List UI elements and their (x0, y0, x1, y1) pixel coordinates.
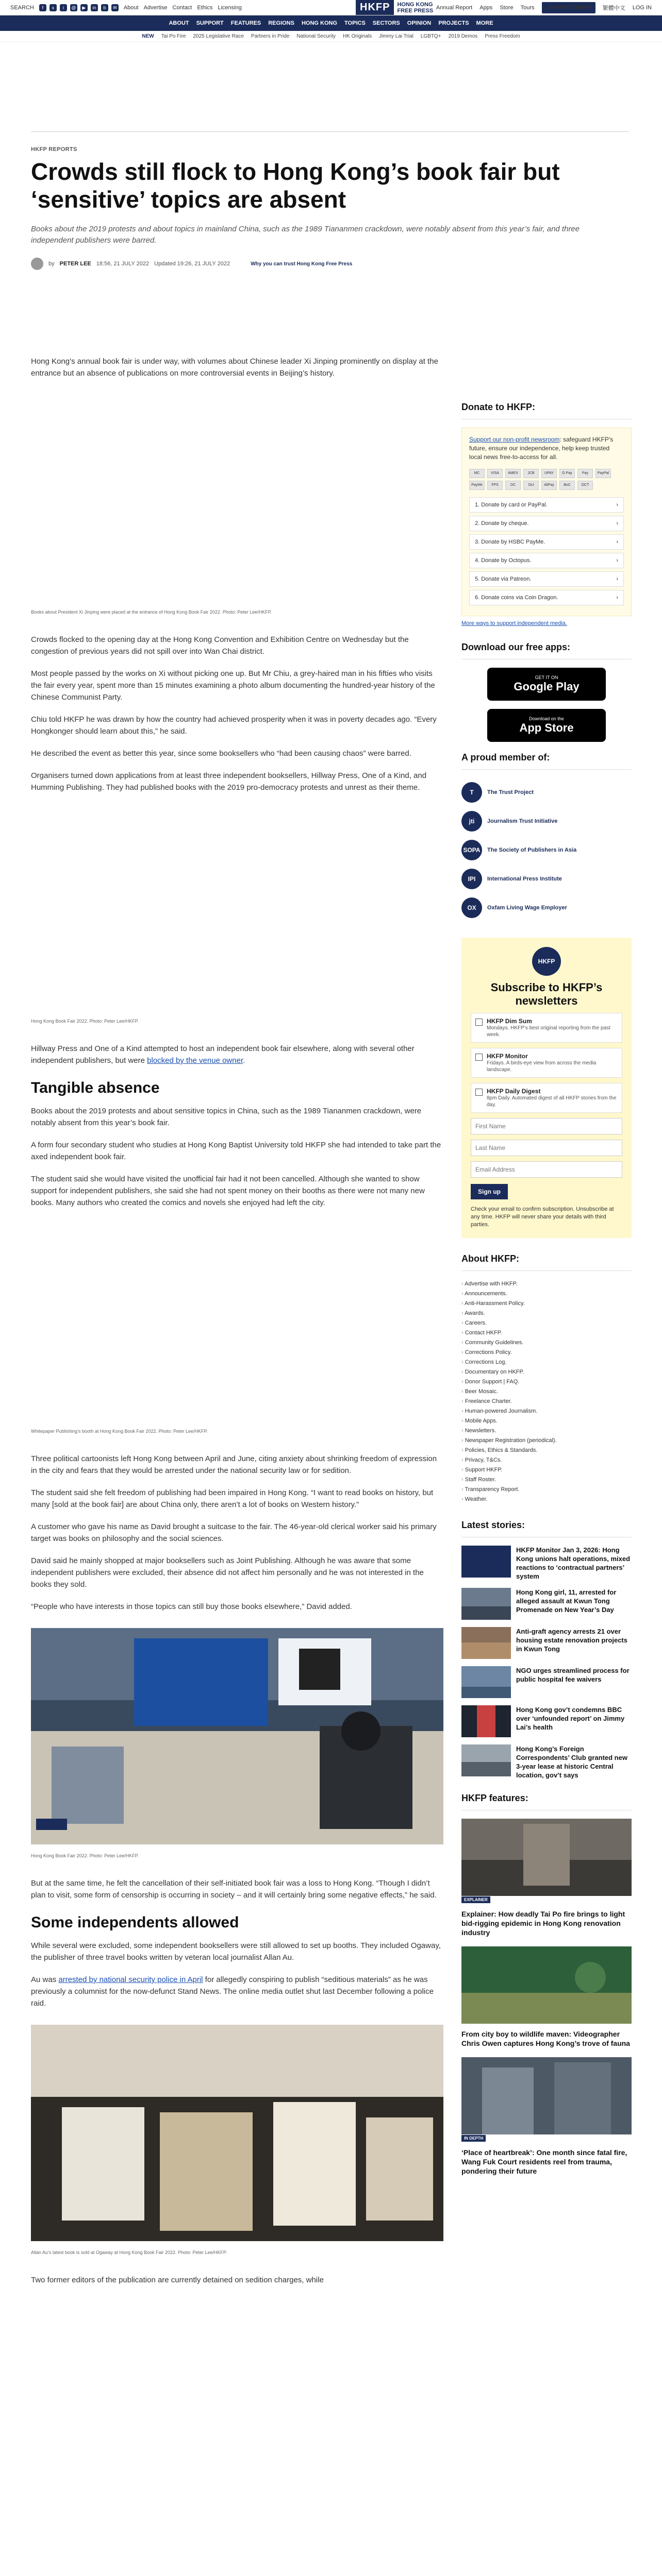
blocked-venue-link[interactable]: blocked by the venue owner (147, 1056, 243, 1065)
chevron-right-icon: › (616, 557, 618, 564)
paragraph: Three political cartoonists left Hong Kong between April and June, citing anxiety about shrinking freedom of expression in the city and fears that they would be arrested under the national security law or for sedition. (31, 1454, 437, 1475)
first-name-input[interactable] (471, 1118, 622, 1134)
story-thumbnail (461, 1666, 511, 1698)
mainnav-sectors[interactable]: SECTORS (372, 20, 400, 26)
payment-diners-icon: DC (505, 481, 521, 490)
about-link[interactable]: › Staff Roster. (461, 1475, 632, 1485)
main-nav (0, 15, 662, 31)
payment-octopus-icon: OCT (577, 481, 593, 490)
newsletter-name: HKFP Daily Digest (487, 1088, 541, 1095)
app-store-small: Download on the (529, 716, 564, 721)
about-link[interactable]: › Corrections Log. (461, 1358, 632, 1367)
ticker-item[interactable]: 2019 Demos (448, 33, 478, 39)
about-link[interactable]: › Beer Mosaic. (461, 1387, 632, 1397)
latest-story[interactable] (461, 1744, 632, 1780)
byline (31, 258, 629, 270)
section-heading: Tangible absence (31, 1079, 160, 1096)
nav-apps[interactable]: Apps (479, 4, 493, 11)
paragraph: But at the same time, he felt the cancellation of their self-initiated book fair was a loss to Hong Kong. “Though I didn’t plan to visit, some form of censorship is occurring in society – and it will certainly bring some negative effects,” he said. (31, 1879, 437, 1900)
sidebar (461, 402, 632, 2185)
mail-icon[interactable]: ✉ (111, 4, 119, 11)
logo-line-2: FREE PRESS (397, 7, 434, 14)
payment-alipay-icon: AliPay (541, 481, 557, 490)
apps-title: Download our free apps: (461, 642, 632, 659)
donate-box (461, 428, 632, 616)
paragraph: Chiu told HKFP he was drawn by how the country had achieved prosperity when it was in poverty decades ago. “Every Hongkonger should learn about this,” he said. (31, 715, 437, 736)
author-name[interactable]: PETER LEE (59, 261, 91, 267)
jti-icon: jti (461, 811, 482, 832)
utility-bar (0, 0, 662, 15)
member-label: The Trust Project (487, 789, 534, 795)
mainnav-support[interactable]: SUPPORT (196, 20, 224, 26)
checkbox[interactable] (475, 1019, 483, 1026)
article-title: Crowds still flock to Hong Kong’s book fair but ‘sensitive’ topics are absent (31, 158, 560, 213)
byline-by: by (48, 261, 55, 267)
donate-option[interactable] (469, 516, 624, 531)
paragraph: The student said she would have visited the unofficial fair had it not been cancelled. Although she wanted to show support for independent publishers, she said she had not spent money on their booths as there were not many new books. Many authors who created the comics and novels she enjoyed had left the city. (31, 1175, 425, 1207)
donate-option-label: 1. Donate by card or PayPal. (475, 502, 548, 508)
paragraph: A customer who gave his name as David brought a suitcase to the fair. The 46-year-old clerical worker said his primary target was books on philosophy and the social sciences. (31, 1522, 437, 1543)
facebook-icon[interactable]: f (39, 4, 46, 11)
nav-annual-report[interactable]: Annual Report (436, 4, 473, 11)
about-link[interactable]: › Anti-Harassment Policy. (461, 1299, 632, 1309)
donate-option[interactable] (469, 553, 624, 568)
text-run: Hillway Press and One of a Kind attempted to host an independent book fair elsewhere, along with several other independent publishers, but were (31, 1044, 415, 1065)
payment-visa-icon: VISA (487, 469, 503, 478)
member-label: International Press Institute (487, 876, 562, 882)
feature-image (461, 2057, 632, 2134)
article-body (31, 355, 443, 2296)
photo-allan-au-book (31, 2025, 443, 2241)
support-button[interactable]: SUPPORT HKFP (542, 2, 595, 13)
mainnav-hong-kong[interactable]: HONG KONG (301, 20, 338, 26)
mainnav-about[interactable]: ABOUT (169, 20, 189, 26)
newsletter-title: Subscribe to HKFP’s newsletters (490, 981, 603, 1007)
newsletter-option-text (487, 1053, 618, 1073)
donate-option-label: 2. Donate by cheque. (475, 520, 529, 527)
member-sopa[interactable] (461, 836, 632, 865)
x-icon[interactable]: x (49, 4, 57, 11)
member-label: Oxfam Living Wage Employer (487, 905, 567, 911)
about-link[interactable]: › Contact HKFP. (461, 1328, 632, 1338)
about-link[interactable]: › Awards. (461, 1309, 632, 1318)
paragraph: The student said she felt freedom of publishing had been impaired in Hong Kong. “I want to read books on history, but many [sold at the book fair] are about China only, there aren’t a lot of books on Western history.” (31, 1488, 434, 1509)
donate-title: Donate to HKFP: (461, 402, 632, 419)
paragraph: Most people passed by the works on Xi without picking one up. But Mr Chiu, a grey-haired man in his fifties who visits the fair every year, spent more than 15 minutes examining a photo album documenting the hundred-year history of the Chinese Communist Party. (31, 669, 435, 702)
nav-contact[interactable]: Contact (172, 4, 192, 11)
section-heading: Some independents allowed (31, 1914, 239, 1931)
feature-story[interactable] (461, 1946, 632, 2048)
ticker-item[interactable]: 2025 Legislative Race (193, 33, 244, 39)
updated-date: Updated 19:26, 21 JULY 2022 (154, 261, 230, 267)
ticker-item[interactable]: Press Freedom (485, 33, 520, 39)
nav-licensing[interactable]: Licensing (218, 4, 242, 11)
donate-option-label: 3. Donate by HSBC PayMe. (475, 539, 545, 545)
text-run: for allegedly conspiring to publish “seditious materials” as he was previously a columnist for the now-defunct Stand News. The online media outlet shut last December following a police raid. (31, 1975, 434, 2008)
newsletter-option-text (487, 1088, 618, 1108)
article-kicker[interactable]: HKFP REPORTS (31, 146, 77, 152)
youtube-icon[interactable]: ▶ (80, 4, 88, 11)
arrest-link[interactable]: arrested by national security police in April (58, 1975, 203, 1984)
ticker-new-label: NEW (142, 33, 154, 39)
story-thumbnail (461, 1744, 511, 1776)
story-headline: HKFP Monitor Jan 3, 2026: Hong Kong unions halt operations, mixed reactions to ‘contractual partners’ system (516, 1546, 631, 1580)
newsletter-option[interactable] (471, 1083, 622, 1113)
about-link[interactable]: › Community Guidelines. (461, 1338, 632, 1348)
latest-story[interactable] (461, 1705, 632, 1737)
site-logo[interactable] (356, 0, 433, 15)
about-link[interactable]: › Transparency Report. (461, 1485, 632, 1495)
payment-amex-icon: AMEX (505, 469, 521, 478)
feature-tag: EXPLAINER (461, 1896, 490, 1903)
paragraph: Crowds flocked to the opening day at the Hong Kong Convention and Exhibition Centre on Wednesday but the congestion of previous years did not spill over into Wan Chai district. (31, 635, 409, 656)
features-title: HKFP features: (461, 1793, 632, 1810)
payment-unionpay-icon: UPAY (541, 469, 557, 478)
about-link[interactable]: › Announcements. (461, 1289, 632, 1299)
newsletter-option[interactable] (471, 1048, 622, 1078)
ipi-icon: IPI (461, 869, 482, 889)
payment-fps-icon: FPS (487, 481, 503, 490)
ticker-item[interactable]: Jimmy Lai Trial (379, 33, 413, 39)
about-link[interactable]: › Weather. (461, 1495, 632, 1504)
about-link[interactable]: › Advertise with HKFP. (461, 1279, 632, 1289)
story-headline: Hong Kong’s Foreign Correspondents’ Club granted new 3-year lease at historic Central location, gov’t says (516, 1745, 627, 1779)
mainnav-projects[interactable]: PROJECTS (438, 20, 469, 26)
payment-applepay-icon: Pay (577, 469, 593, 478)
donate-option-label: 5. Donate via Patreon. (475, 576, 532, 582)
checkbox[interactable] (475, 1054, 483, 1061)
paragraph: Books about the 2019 protests and about sensitive topics in China, such as the 1989 Tiananmen crackdown, were notably absent from this year’s book fair. (31, 1107, 422, 1127)
text-run: Au was (31, 1975, 59, 1984)
latest-story[interactable] (461, 1588, 632, 1620)
member-label: The Society of Publishers in Asia (487, 847, 577, 853)
mainnav-topics[interactable]: TOPICS (344, 20, 366, 26)
nav-tours[interactable]: Tours (520, 4, 535, 11)
newsletter-desc: Mondays. HKFP’s best original reporting from the past week. (487, 1025, 610, 1038)
newsletter-note: Check your email to confirm subscription. Unsubscribe at any time. HKFP will never share your details with third parties. (471, 1206, 614, 1228)
donate-lead-text: : safeguard HKFP’s future, ensure our independence, help keep trusted local news free-to-access for all. (469, 436, 614, 461)
about-link[interactable]: › Human-powered Journalism. (461, 1406, 632, 1416)
story-headline: NGO urges streamlined process for public hospital fee waivers (516, 1667, 630, 1683)
instagram-icon[interactable]: i (60, 4, 67, 11)
article-subtitle: Books about the 2019 protests and about topics in mainland China, such as the 1989 Tiananmen crackdown, were notably absent from this year’s fair, and three independent publishers were barred. (31, 225, 580, 245)
logo-mark: HKFP (356, 0, 394, 15)
social-icons (39, 4, 119, 11)
donate-lead-link[interactable]: Support our non-profit newsroom (469, 436, 560, 443)
mainnav-more[interactable]: MORE (476, 20, 493, 26)
photo-whitepaper-booth (31, 1224, 443, 1420)
mainnav-opinion[interactable]: OPINION (407, 20, 432, 26)
donate-option[interactable] (469, 534, 624, 550)
donate-option-label: 6. Donate coins via Coin Dragon. (475, 595, 558, 601)
photo-book-shoppers (31, 1628, 443, 1844)
payment-mastercard-icon: MC (469, 469, 485, 478)
member-title: A proud member of: (461, 752, 632, 770)
bluesky-icon[interactable]: b (101, 4, 108, 11)
member-ipi[interactable] (461, 865, 632, 893)
about-link[interactable]: › Corrections Policy. (461, 1348, 632, 1358)
story-thumbnail (461, 1588, 511, 1620)
newsletter-option[interactable] (471, 1013, 622, 1043)
nav-ethics[interactable]: Ethics (197, 4, 213, 11)
latest-story[interactable] (461, 1627, 632, 1659)
about-link[interactable]: › Documentary on HKFP. (461, 1367, 632, 1377)
logo-line-1: HONG KONG (397, 1, 433, 8)
photo-caption: Books about President Xi Jinping were placed at the entrance of Hong Kong Book Fair 2022. Photo: Peter Lee/HKFP. (31, 609, 272, 615)
member-oxfam[interactable] (461, 893, 632, 922)
member-jti[interactable] (461, 807, 632, 836)
newsletter-box (461, 938, 632, 1238)
nav-about[interactable]: About (123, 4, 139, 11)
paragraph: Organisers turned down applications from at least three independent booksellers, Hillway Press, One of a Kind, and Humming Publishing. They had published books with the 2019 pro-democracy protests and unrest as their theme. (31, 771, 427, 792)
about-list (461, 1279, 632, 1504)
about-title: About HKFP: (461, 1253, 632, 1271)
sopa-icon: SOPA (461, 840, 482, 860)
payment-jcb-icon: JCB (523, 469, 539, 478)
story-thumbnail (461, 1705, 511, 1737)
google-play-label: Google Play (514, 680, 580, 693)
latest-title: Latest stories: (461, 1520, 632, 1537)
google-play-badge[interactable] (487, 668, 606, 701)
ticker-item[interactable]: Partners in Pride (251, 33, 290, 39)
photo-caption: Allan Au’s latest book is sold at Ogaway at Hong Kong Book Fair 2022. Photo: Peter Lee/HKFP. (31, 2250, 227, 2255)
payment-paypal-icon: PayPal (595, 469, 611, 478)
language-link[interactable]: 繁體中文 (602, 5, 625, 11)
feature-story[interactable] (461, 2057, 632, 2176)
newsletter-logo-icon: HKFP (532, 947, 561, 976)
utility-right (436, 2, 652, 13)
paragraph (31, 1974, 443, 2009)
about-link[interactable]: › Support HKFP. (461, 1465, 632, 1475)
header-divider (31, 131, 629, 132)
chevron-right-icon: › (616, 539, 618, 545)
paragraph: Two former editors of the publication are currently detained on sedition charges, while (31, 2276, 324, 2284)
google-play-small: GET IT ON (535, 675, 558, 680)
trust-project-icon: T (461, 782, 482, 803)
nav-store[interactable]: Store (500, 4, 514, 11)
story-headline: Hong Kong gov’t condemns BBC over ‘unfounded report’ on Jimmy Lai’s health (516, 1706, 625, 1731)
photo-caption: Hong Kong Book Fair 2022. Photo: Peter Lee/HKFP. (31, 1019, 139, 1024)
donate-option[interactable] (469, 590, 624, 605)
newsletter-name: HKFP Monitor (487, 1053, 528, 1060)
photo-book-fair (31, 809, 443, 1010)
paragraph: He described the event as better this year, since some booksellers who “had been causing chaos” were barred. (31, 749, 411, 758)
ticker-item[interactable]: LGBTQ+ (420, 33, 441, 39)
article-header (31, 131, 629, 270)
mainnav-regions[interactable]: REGIONS (268, 20, 294, 26)
paragraph: Hong Kong’s annual book fair is under way, with volumes about Chinese leader Xi Jinping prominently on display at the entrance but an absence of publications on more controversial events in Beijing’s history. (31, 357, 438, 378)
member-trust-project[interactable] (461, 778, 632, 807)
nav-advertise[interactable]: Advertise (143, 4, 168, 11)
about-link[interactable]: › Freelance Charter. (461, 1397, 632, 1406)
feature-headline: Explainer: How deadly Tai Po fire brings to light bid-rigging epidemic in Hong Kong renovation industry (461, 1910, 625, 1937)
chevron-right-icon: › (616, 520, 618, 527)
payment-googlepay-icon: G Pay (559, 469, 575, 478)
publish-date: 18:56, 21 JULY 2022 (96, 261, 150, 267)
latest-story[interactable] (461, 1546, 632, 1581)
feature-image (461, 1946, 632, 2024)
donate-lead (469, 435, 624, 462)
feature-headline: From city boy to wildlife maven: Videographer Chris Owen captures Hong Kong’s trove of fauna (461, 2030, 630, 2047)
app-store-label: App Store (519, 721, 574, 734)
oxfam-icon: OX (461, 897, 482, 918)
more-ways-link[interactable]: More ways to support independent media. (461, 620, 567, 626)
story-headline: Hong Kong girl, 11, arrested for alleged assault at Kwun Tong Promenade on New Year’s Day (516, 1588, 617, 1614)
newsletter-desc: Fridays. A birds-eye view from across the media landscape. (487, 1060, 597, 1073)
payment-payme-icon: PayMe (469, 481, 485, 490)
photo-xi-books (31, 395, 443, 601)
paragraph: While several were excluded, some independent booksellers were still allowed to set up booths. They included Ogaway, the publisher of three travel books written by veteran local journalist Allan Au. (31, 1941, 441, 1962)
logo-wordmark (397, 2, 433, 14)
about-link[interactable]: › Privacy, T&Cs. (461, 1455, 632, 1465)
signup-button[interactable]: Sign up (471, 1184, 508, 1199)
about-link[interactable]: › Mobile Apps. (461, 1416, 632, 1426)
feature-tag: IN DEPTH (461, 2135, 486, 2142)
newsletter-option-text (487, 1018, 618, 1038)
chevron-right-icon: › (616, 576, 618, 582)
newsletter-desc: 8pm Daily. Automated digest of all HKFP stories from the day. (487, 1095, 617, 1108)
search-link[interactable]: SEARCH (10, 4, 34, 11)
chevron-right-icon: › (616, 502, 618, 508)
ticker-item[interactable]: Tai Po Fire (161, 33, 186, 39)
feature-headline: ‘Place of heartbreak’: One month since fatal fire, Wang Fuk Court residents reel from trauma, pondering their future (461, 2148, 627, 2175)
story-headline: Anti-graft agency arrests 21 over housing estate renovation projects in Kwun Tong (516, 1628, 627, 1653)
about-link[interactable]: › Careers. (461, 1318, 632, 1328)
payment-boc-icon: BoC (559, 481, 575, 490)
topic-ticker (0, 31, 662, 42)
member-label: Journalism Trust Initiative (487, 818, 558, 824)
feature-story[interactable] (461, 1819, 632, 1937)
photo-caption: Hong Kong Book Fair 2022. Photo: Peter Lee/HKFP. (31, 1853, 139, 1858)
last-name-input[interactable] (471, 1140, 622, 1156)
paragraph (31, 1043, 443, 1066)
about-link[interactable]: › Newspaper Registration (periodical). (461, 1436, 632, 1446)
donate-option[interactable] (469, 571, 624, 587)
author-avatar (31, 258, 43, 270)
email-input[interactable] (471, 1161, 622, 1178)
payment-methods (469, 469, 624, 490)
photo-caption: Whitepaper Publishing’s booth at Hong Kong Book Fair 2022. Photo: Peter Lee/HKFP. (31, 1429, 208, 1434)
donate-option-label: 4. Donate by Octopus. (475, 557, 532, 564)
ticker-item[interactable]: National Security (296, 33, 336, 39)
app-store-badge[interactable] (487, 709, 606, 742)
newsletter-name: HKFP Dim Sum (487, 1018, 532, 1025)
about-link[interactable]: › Policies, Ethics & Standards. (461, 1446, 632, 1455)
text-run: . (243, 1056, 245, 1065)
chevron-right-icon: › (616, 595, 618, 601)
threads-icon[interactable]: @ (70, 4, 77, 11)
about-link[interactable]: › Donor Support | FAQ. (461, 1377, 632, 1387)
ticker-item[interactable]: HK Originals (342, 33, 372, 39)
donate-option[interactable] (469, 497, 624, 513)
story-thumbnail (461, 1546, 511, 1578)
about-link[interactable]: › Newsletters. (461, 1426, 632, 1436)
paragraph: A form four secondary student who studies at Hong Kong Baptist University told HKFP she had intended to take part the axed independent book fair. (31, 1141, 441, 1161)
mainnav-features[interactable]: FEATURES (230, 20, 261, 26)
login-link[interactable]: LOG IN (632, 4, 652, 11)
paragraph: “People who have interests in those topics can still buy those books elsewhere,” David added. (31, 1602, 352, 1611)
latest-story[interactable] (461, 1666, 632, 1698)
utility-left (10, 4, 320, 11)
trust-link[interactable]: Why you can trust Hong Kong Free Press (251, 261, 353, 267)
paragraph: David said he mainly shopped at major booksellers such as Joint Publishing. Although he was aware that some independent publishers were excluded, their absence did not affect him personally and he was not interested in the books they sold. (31, 1556, 424, 1589)
linkedin-icon[interactable]: in (91, 4, 98, 11)
feature-image (461, 1819, 632, 1896)
checkbox[interactable] (475, 1089, 483, 1096)
payment-octopus-icon: Oct (523, 481, 539, 490)
story-thumbnail (461, 1627, 511, 1659)
